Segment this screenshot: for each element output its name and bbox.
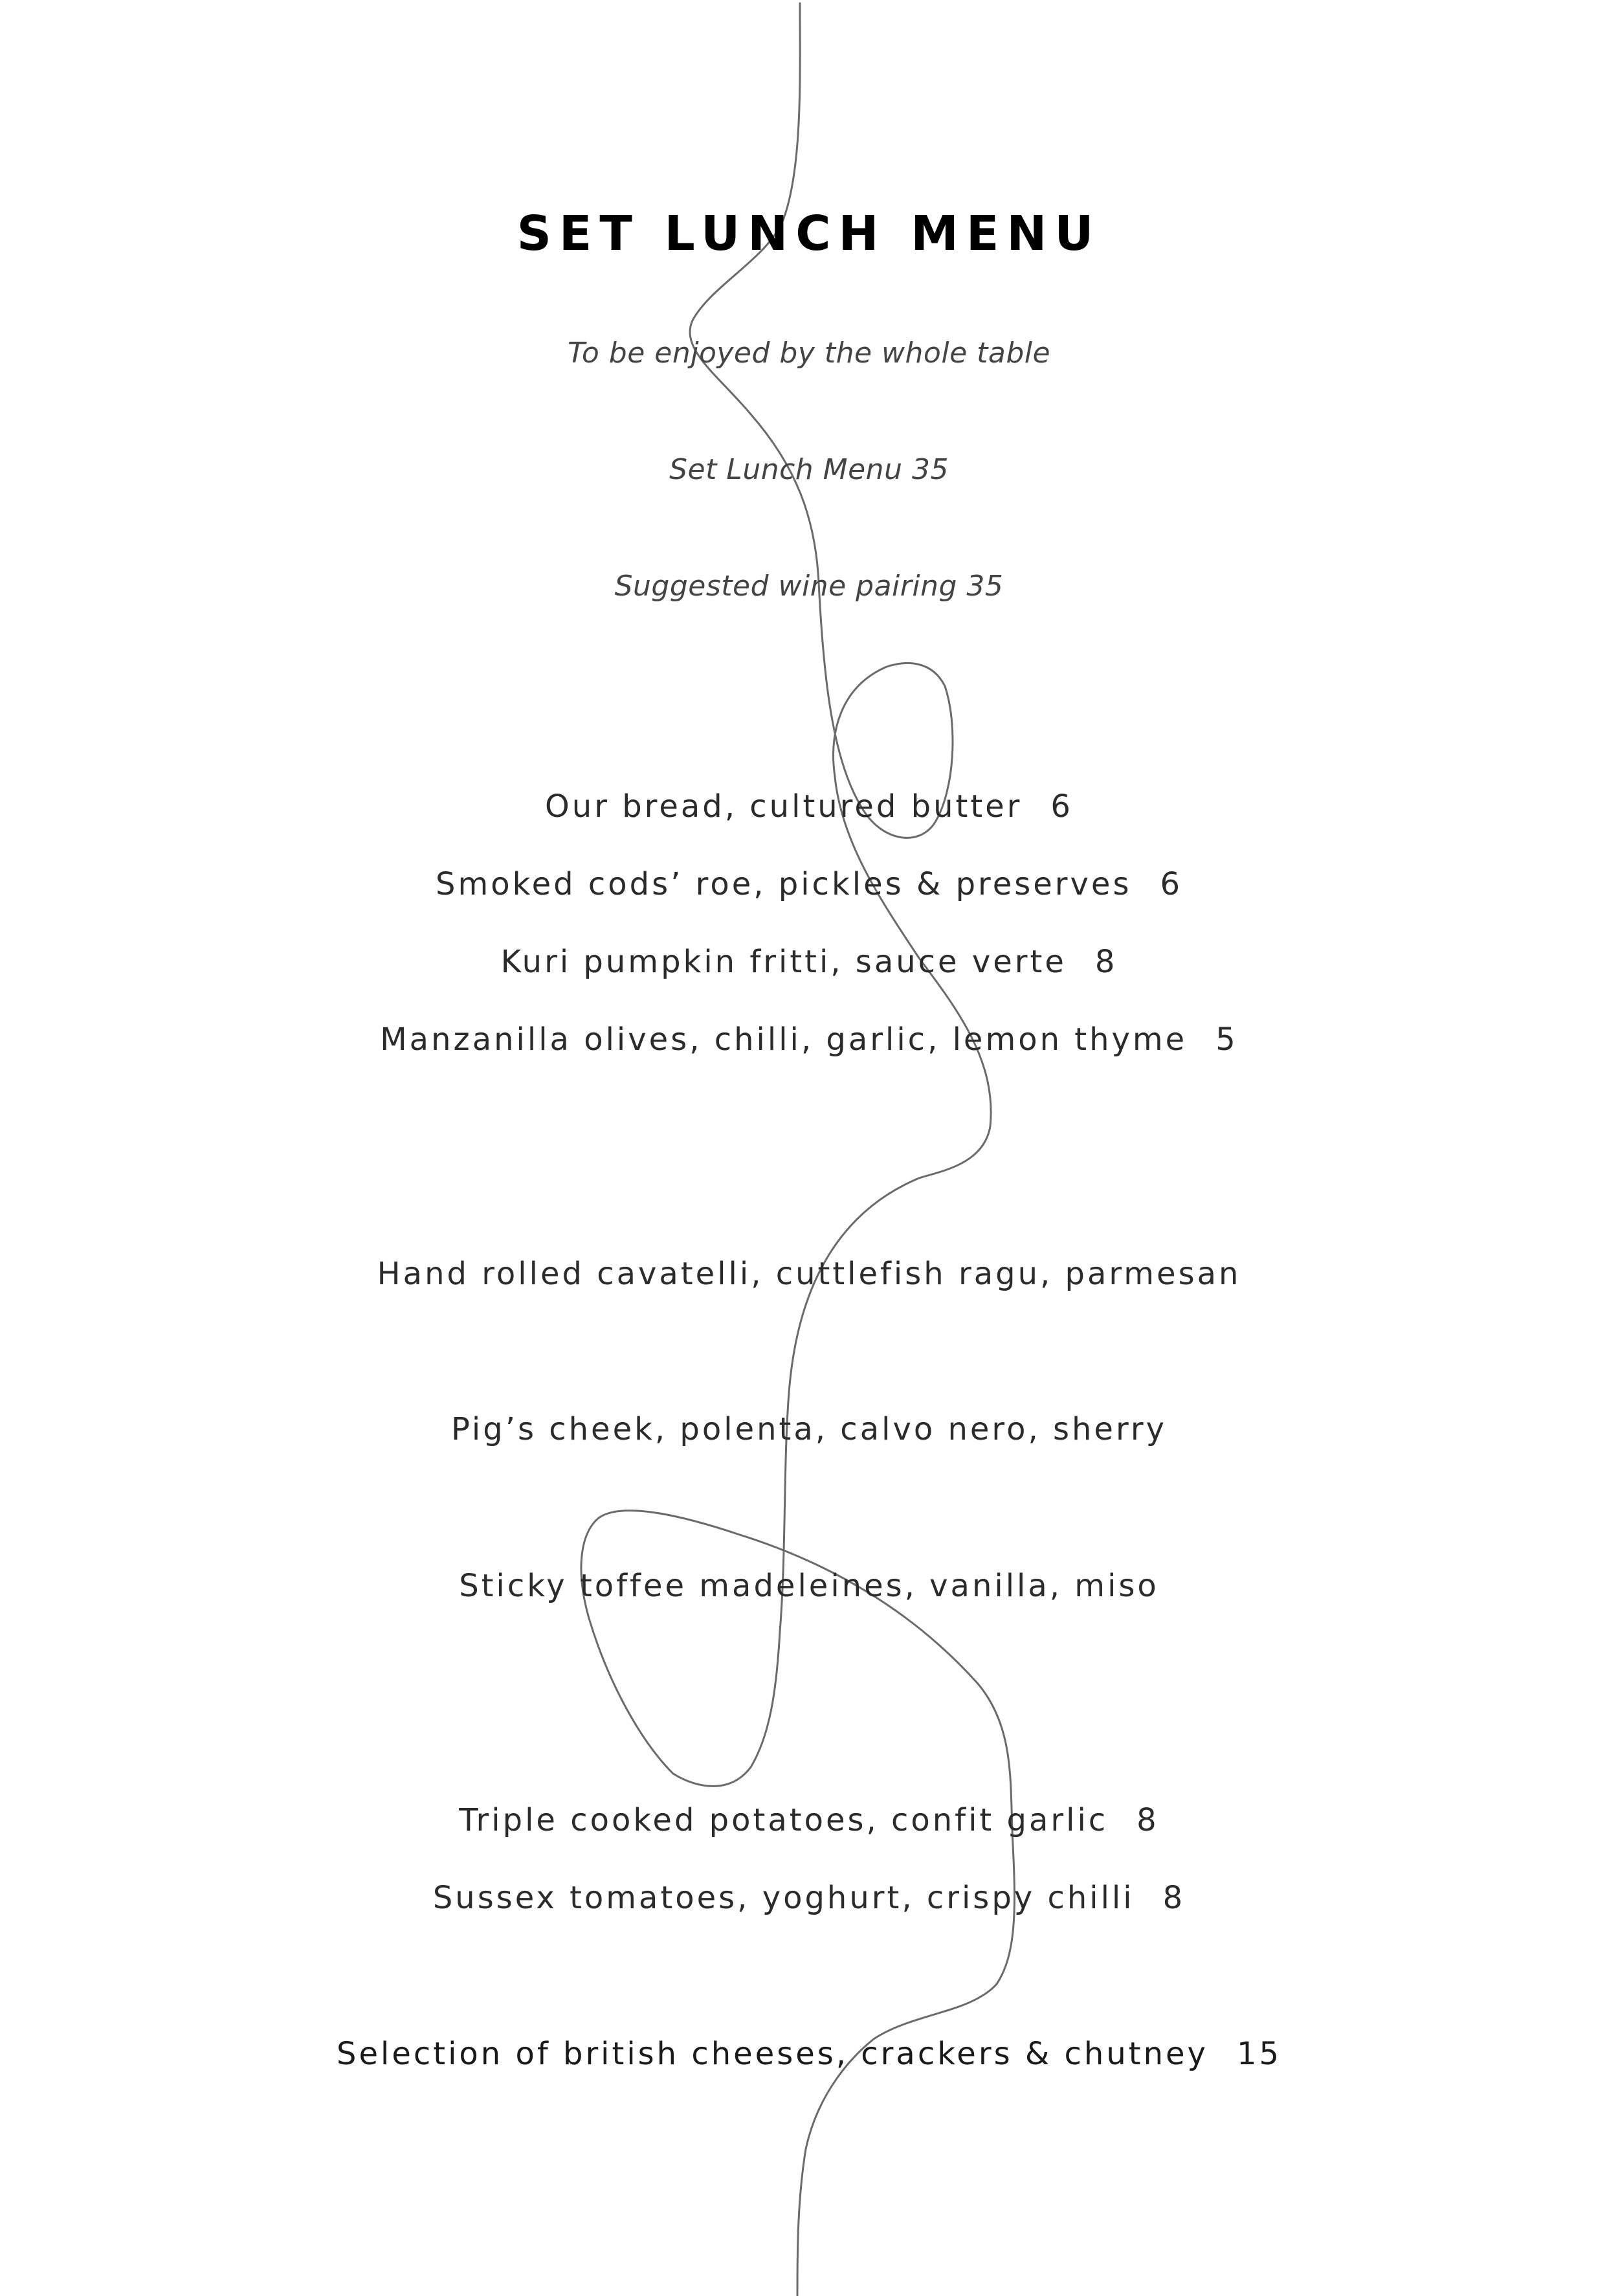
course-item (0, 1568, 1618, 1604)
menu-item (0, 788, 1618, 825)
cheese-item-name: Selection of british cheeses, crackers & chutney (336, 2036, 1208, 2072)
set-menu-price: Set Lunch Menu 35 (669, 453, 949, 486)
side-item (0, 1802, 1618, 1838)
cheese-item (0, 2036, 1618, 2072)
menu-item-price: 6 (1160, 866, 1183, 902)
cheese-item-price: 15 (1236, 2036, 1282, 2072)
side-item-price: 8 (1162, 1880, 1186, 1916)
table-note: To be enjoyed by the whole table (567, 337, 1051, 370)
menu-item (0, 866, 1618, 902)
menu-item (0, 1021, 1618, 1058)
menu-item-name: Manzanilla olives, chilli, garlic, lemon thyme (380, 1021, 1188, 1058)
menu-item-price: 6 (1050, 788, 1073, 825)
menu-item-name: Smoked cods’ roe, pickles & preserves (435, 866, 1132, 902)
course-item (0, 1256, 1618, 1292)
menu-item (0, 944, 1618, 980)
side-item-name: Triple cooked potatoes, confit garlic (459, 1802, 1109, 1838)
side-item-price: 8 (1136, 1802, 1159, 1838)
menu-title: SET LUNCH MENU (516, 206, 1102, 262)
menu-item-price: 8 (1094, 944, 1118, 980)
course-item-name: Pig’s cheek, polenta, calvo nero, sherry (451, 1411, 1167, 1447)
menu-item-name: Our bread, cultured butter (545, 788, 1023, 825)
course-item-name: Sticky toffee madeleines, vanilla, miso (459, 1568, 1159, 1604)
menu-item-price: 5 (1215, 1021, 1238, 1058)
side-item (0, 1880, 1618, 1916)
course-item (0, 1411, 1618, 1447)
menu-item-name: Kuri pumpkin fritti, sauce verte (500, 944, 1067, 980)
course-item-name: Hand rolled cavatelli, cuttlefish ragu, parmesan (377, 1256, 1241, 1292)
wine-pairing-price: Suggested wine pairing 35 (614, 570, 1004, 603)
side-item-name: Sussex tomatoes, yoghurt, crispy chilli (432, 1880, 1135, 1916)
